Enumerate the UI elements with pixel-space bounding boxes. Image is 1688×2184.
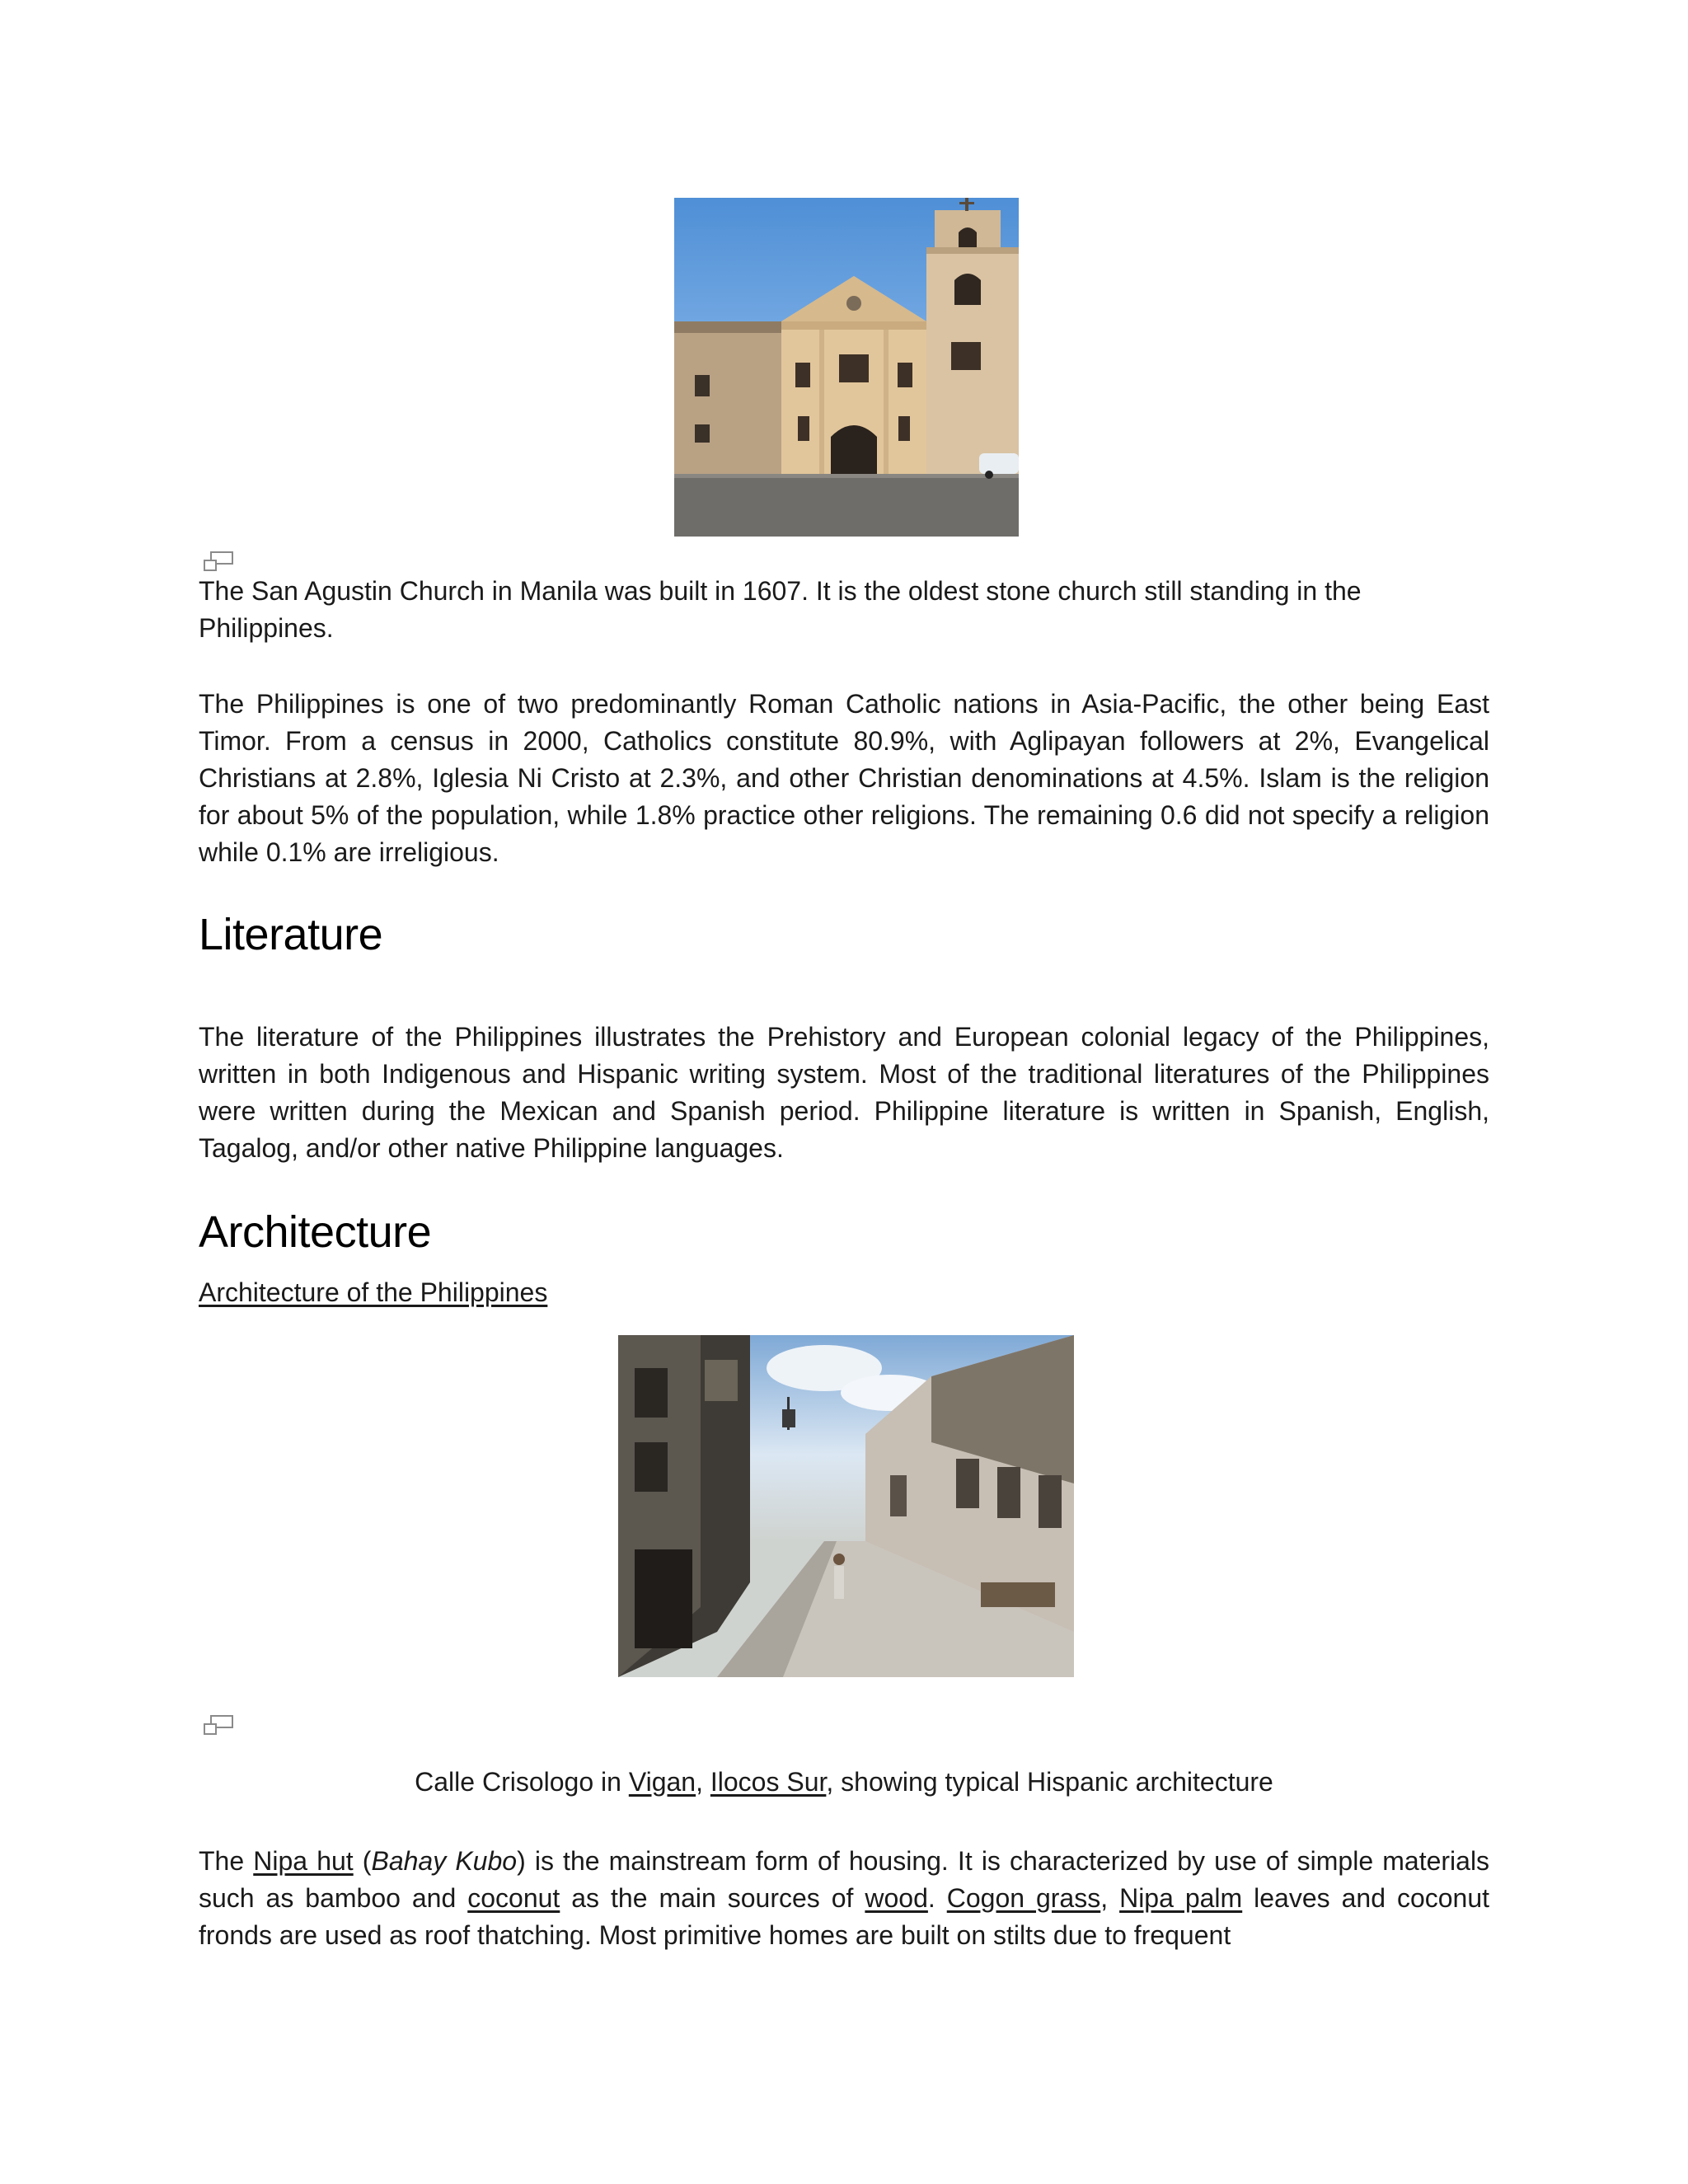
architecture-of-philippines-link[interactable]: Architecture of the Philippines <box>199 1277 548 1307</box>
literature-heading: Literature <box>199 910 383 959</box>
nipa-palm-link[interactable]: Nipa palm <box>1119 1883 1243 1913</box>
architecture-link-line <box>199 1274 1489 1311</box>
architecture-heading: Architecture <box>199 1207 432 1257</box>
church-caption: The San Agustin Church in Manila was built in 1607. It is the oldest stone church still standing in the Philippines. <box>199 576 1362 643</box>
nipa-text: as the main sources of <box>560 1883 865 1913</box>
religion-paragraph: The Philippines is one of two predominantly Roman Catholic nations in Asia-Pacific, the other being East Timor. From a census in 2000, Catholics constitute 80.9%, with Aglipayan followers at 2%, Evangelical Christians at 2.8%, Iglesia Ni Cristo at 2.3%, and other Christian denominations at 4.5%. Islam is the religion for about 5% of the population, while 1.8% practice other religions. The remaining 0.6 did not specify a religion while 0.1% are irreligious. <box>199 689 1489 867</box>
church-illustration <box>674 198 1019 537</box>
street-caption-suffix: , showing typical Hispanic architecture <box>826 1767 1273 1797</box>
nipa-hut-link[interactable]: Nipa hut <box>253 1846 354 1876</box>
expand-image-icon[interactable] <box>203 551 236 575</box>
street-caption-separator: , <box>696 1767 710 1797</box>
san-agustin-church-photo <box>674 198 1019 537</box>
wood-link[interactable]: wood <box>865 1883 928 1913</box>
bahay-kubo-term: Bahay Kubo <box>371 1846 518 1876</box>
vigan-link[interactable]: Vigan <box>628 1767 696 1797</box>
coconut-link[interactable]: coconut <box>467 1883 560 1913</box>
ilocos-sur-link[interactable]: Ilocos Sur <box>710 1767 827 1797</box>
nipa-text: leaves and coconut fronds are used as roof thatching. Most primitive homes are built on stilts due to frequent <box>199 1883 1490 1950</box>
nipa-text: . <box>927 1883 947 1913</box>
street-illustration <box>618 1335 1074 1677</box>
street-caption <box>199 1764 1489 1801</box>
calle-crisologo-photo <box>618 1335 1074 1677</box>
nipa-text: ( <box>353 1846 372 1876</box>
nipa-text: , <box>1100 1883 1120 1913</box>
nipa-text: The <box>199 1846 254 1876</box>
expand-image-icon[interactable] <box>203 1714 236 1739</box>
street-caption-text: Calle Crisologo in <box>415 1767 629 1797</box>
literature-paragraph: The literature of the Philippines illustrates the Prehistory and European colonial legacy of the Philippines, written in both Indigenous and Hispanic writing system. Most of the traditional literatures of the Philippines were written during the Mexican and Spanish period. Philippine literature is written in Spanish, English, Tagalog, and/or other native Philippine languages. <box>199 1022 1489 1163</box>
cogon-grass-link[interactable]: Cogon grass <box>946 1883 1101 1913</box>
nipa-text: ) is the mainstream form of housing. It is characterized by use of simple materials such as bamboo and <box>199 1846 1490 1913</box>
nipa-hut-paragraph <box>199 1843 1489 1954</box>
